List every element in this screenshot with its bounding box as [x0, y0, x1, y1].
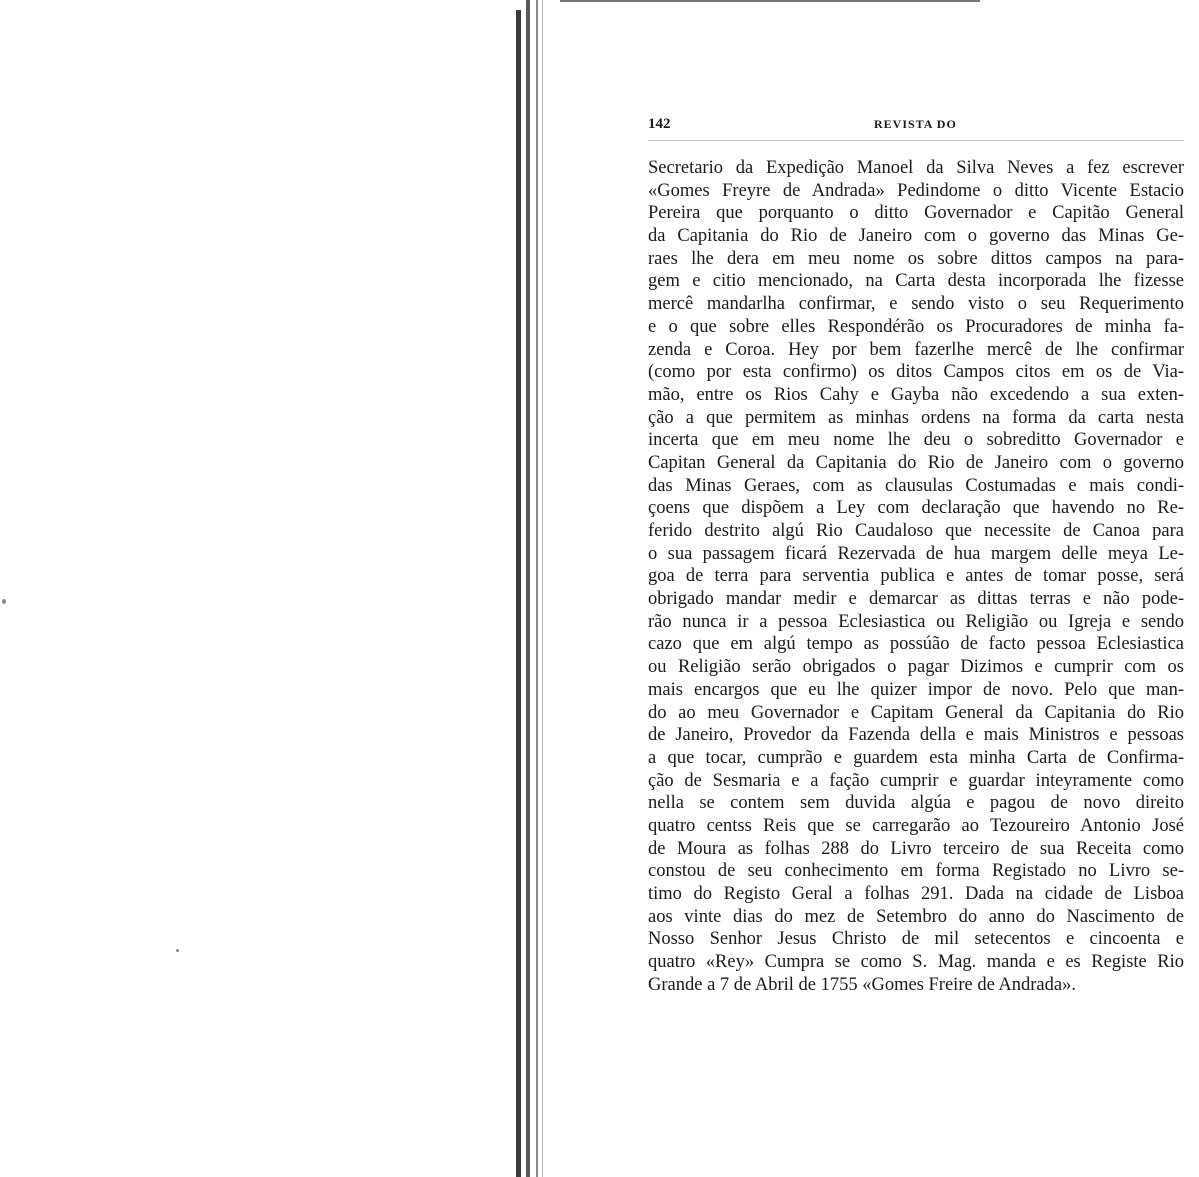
text-line: mais encargos que eu lhe quizer impor de novo. Pelo que man-: [648, 679, 1184, 700]
text-line: quatro centss Reis que se carregarão ao Tezoureiro Antonio José: [648, 815, 1184, 836]
text-line: gem e citio mencionado, na Carta desta incorporada lhe fizesse: [648, 271, 1184, 292]
text-line: ferido destrito algú Rio Caudaloso que necessite de Canoa para: [648, 521, 1184, 541]
text-line: mercê mandarlha confirmar, e sendo visto o seu Requerimento: [648, 294, 1184, 315]
text-line: (como por esta confirmo) os ditos Campos citos em os de Via-: [648, 362, 1184, 383]
header-rule: [648, 140, 1184, 141]
text-line: zenda e Coroa. Hey por bem fazerlhe mercê de lhe confirmar: [648, 339, 1184, 360]
gutter-shadow: [516, 10, 521, 1177]
gutter-shadow: [536, 0, 538, 1177]
text-line: quatro «Rey» Cumpra se como S. Mag. manda e es Registe Rio: [648, 952, 1184, 973]
gutter-shadow: [542, 0, 543, 1177]
left-page-speck: [176, 949, 179, 952]
text-line: ção de Sesmaria e a fação cumprir e guardar inteyramente como: [648, 770, 1184, 791]
text-line: çoens que dispõem a Ley com declaração que havendo no Re-: [648, 498, 1184, 519]
text-line: o sua passagem ficará Rezervada de hua margem delle meya Le-: [648, 543, 1184, 564]
text-line: timo do Registo Geral a folhas 291. Dada na cidade de Lisboa: [648, 884, 1184, 904]
text-line: incerta que em meu nome lhe deu o sobreditto Governador e: [648, 430, 1184, 451]
page-header: [648, 116, 1184, 136]
text-line: raes lhe dera em meu nome os sobre dittos campos na para-: [648, 248, 1184, 269]
text-line: Grande a 7 de Abril de 1755 «Gomes Freire de Andrada».: [648, 974, 1076, 995]
text-line: ou Religião serão obrigados o pagar Dizimos e cumprir com os: [648, 657, 1184, 678]
running-head: REVISTA DO: [874, 117, 957, 131]
text-line: e o que sobre elles Respondérão os Procuradores de minha fa-: [648, 316, 1184, 337]
text-line: do ao meu Governador e Capitam General da Capitania do Rio: [648, 702, 1184, 723]
right-page: [560, 0, 1199, 1177]
text-line: Capitan General da Capitania do Rio de Janeiro com o governo: [648, 452, 1184, 473]
text-line: a que tocar, cumprão e guardem esta minha Carta de Confirma-: [648, 747, 1184, 768]
text-line: «Gomes Freyre de Andrada» Pedindome o ditto Vicente Estacio: [648, 180, 1184, 201]
text-line: mão, entre os Rios Cahy e Gayba não excedendo a sua exten-: [648, 384, 1184, 405]
left-page-speck: [2, 599, 6, 604]
text-line: Secretario da Expedição Manoel da Silva Neves a fez escrever: [648, 158, 1184, 178]
text-line: goa de terra para serventia publica e antes de tomar posse, será: [648, 566, 1184, 587]
body-text: [648, 157, 1184, 996]
text-line: da Capitania do Rio de Janeiro com o governo das Minas Ge-: [648, 226, 1184, 247]
text-line: de Janeiro, Provedor da Fazenda della e mais Ministros e pessoas: [648, 725, 1184, 746]
text-line: Nosso Senhor Jesus Christo de mil setecentos e cincoenta e: [648, 929, 1184, 950]
text-line: das Minas Geraes, com as clausulas Costumadas e mais condi-: [648, 475, 1184, 496]
text-line: Pereira que porquanto o ditto Governador e Capitão General: [648, 203, 1184, 224]
text-line: constou de seu conhecimento em forma Registado no Livro se-: [648, 861, 1184, 882]
text-line: aos vinte dias do mez de Setembro do anno do Nascimento de: [648, 906, 1184, 927]
text-line: cazo que em algú tempo as possúão de facto pessoa Eclesiastica: [648, 634, 1184, 655]
book-gutter: [508, 0, 558, 1177]
left-blank-page: [0, 0, 520, 1177]
text-line: nella se contem sem duvida algúa e pagou de novo direito: [648, 793, 1184, 814]
gutter-shadow: [526, 0, 530, 1177]
text-line: rão nunca ir a pessoa Eclesiastica ou Religião ou Igreja e sendo: [648, 611, 1184, 632]
page-number: 142: [648, 116, 671, 132]
text-line: de Moura as folhas 288 do Livro terceiro de sua Receita como: [648, 838, 1184, 859]
text-line: obrigado mandar medir e demarcar as dittas terras e não pode-: [648, 589, 1184, 610]
text-line: ção a que permitem as minhas ordens na forma da carta nesta: [648, 407, 1184, 428]
